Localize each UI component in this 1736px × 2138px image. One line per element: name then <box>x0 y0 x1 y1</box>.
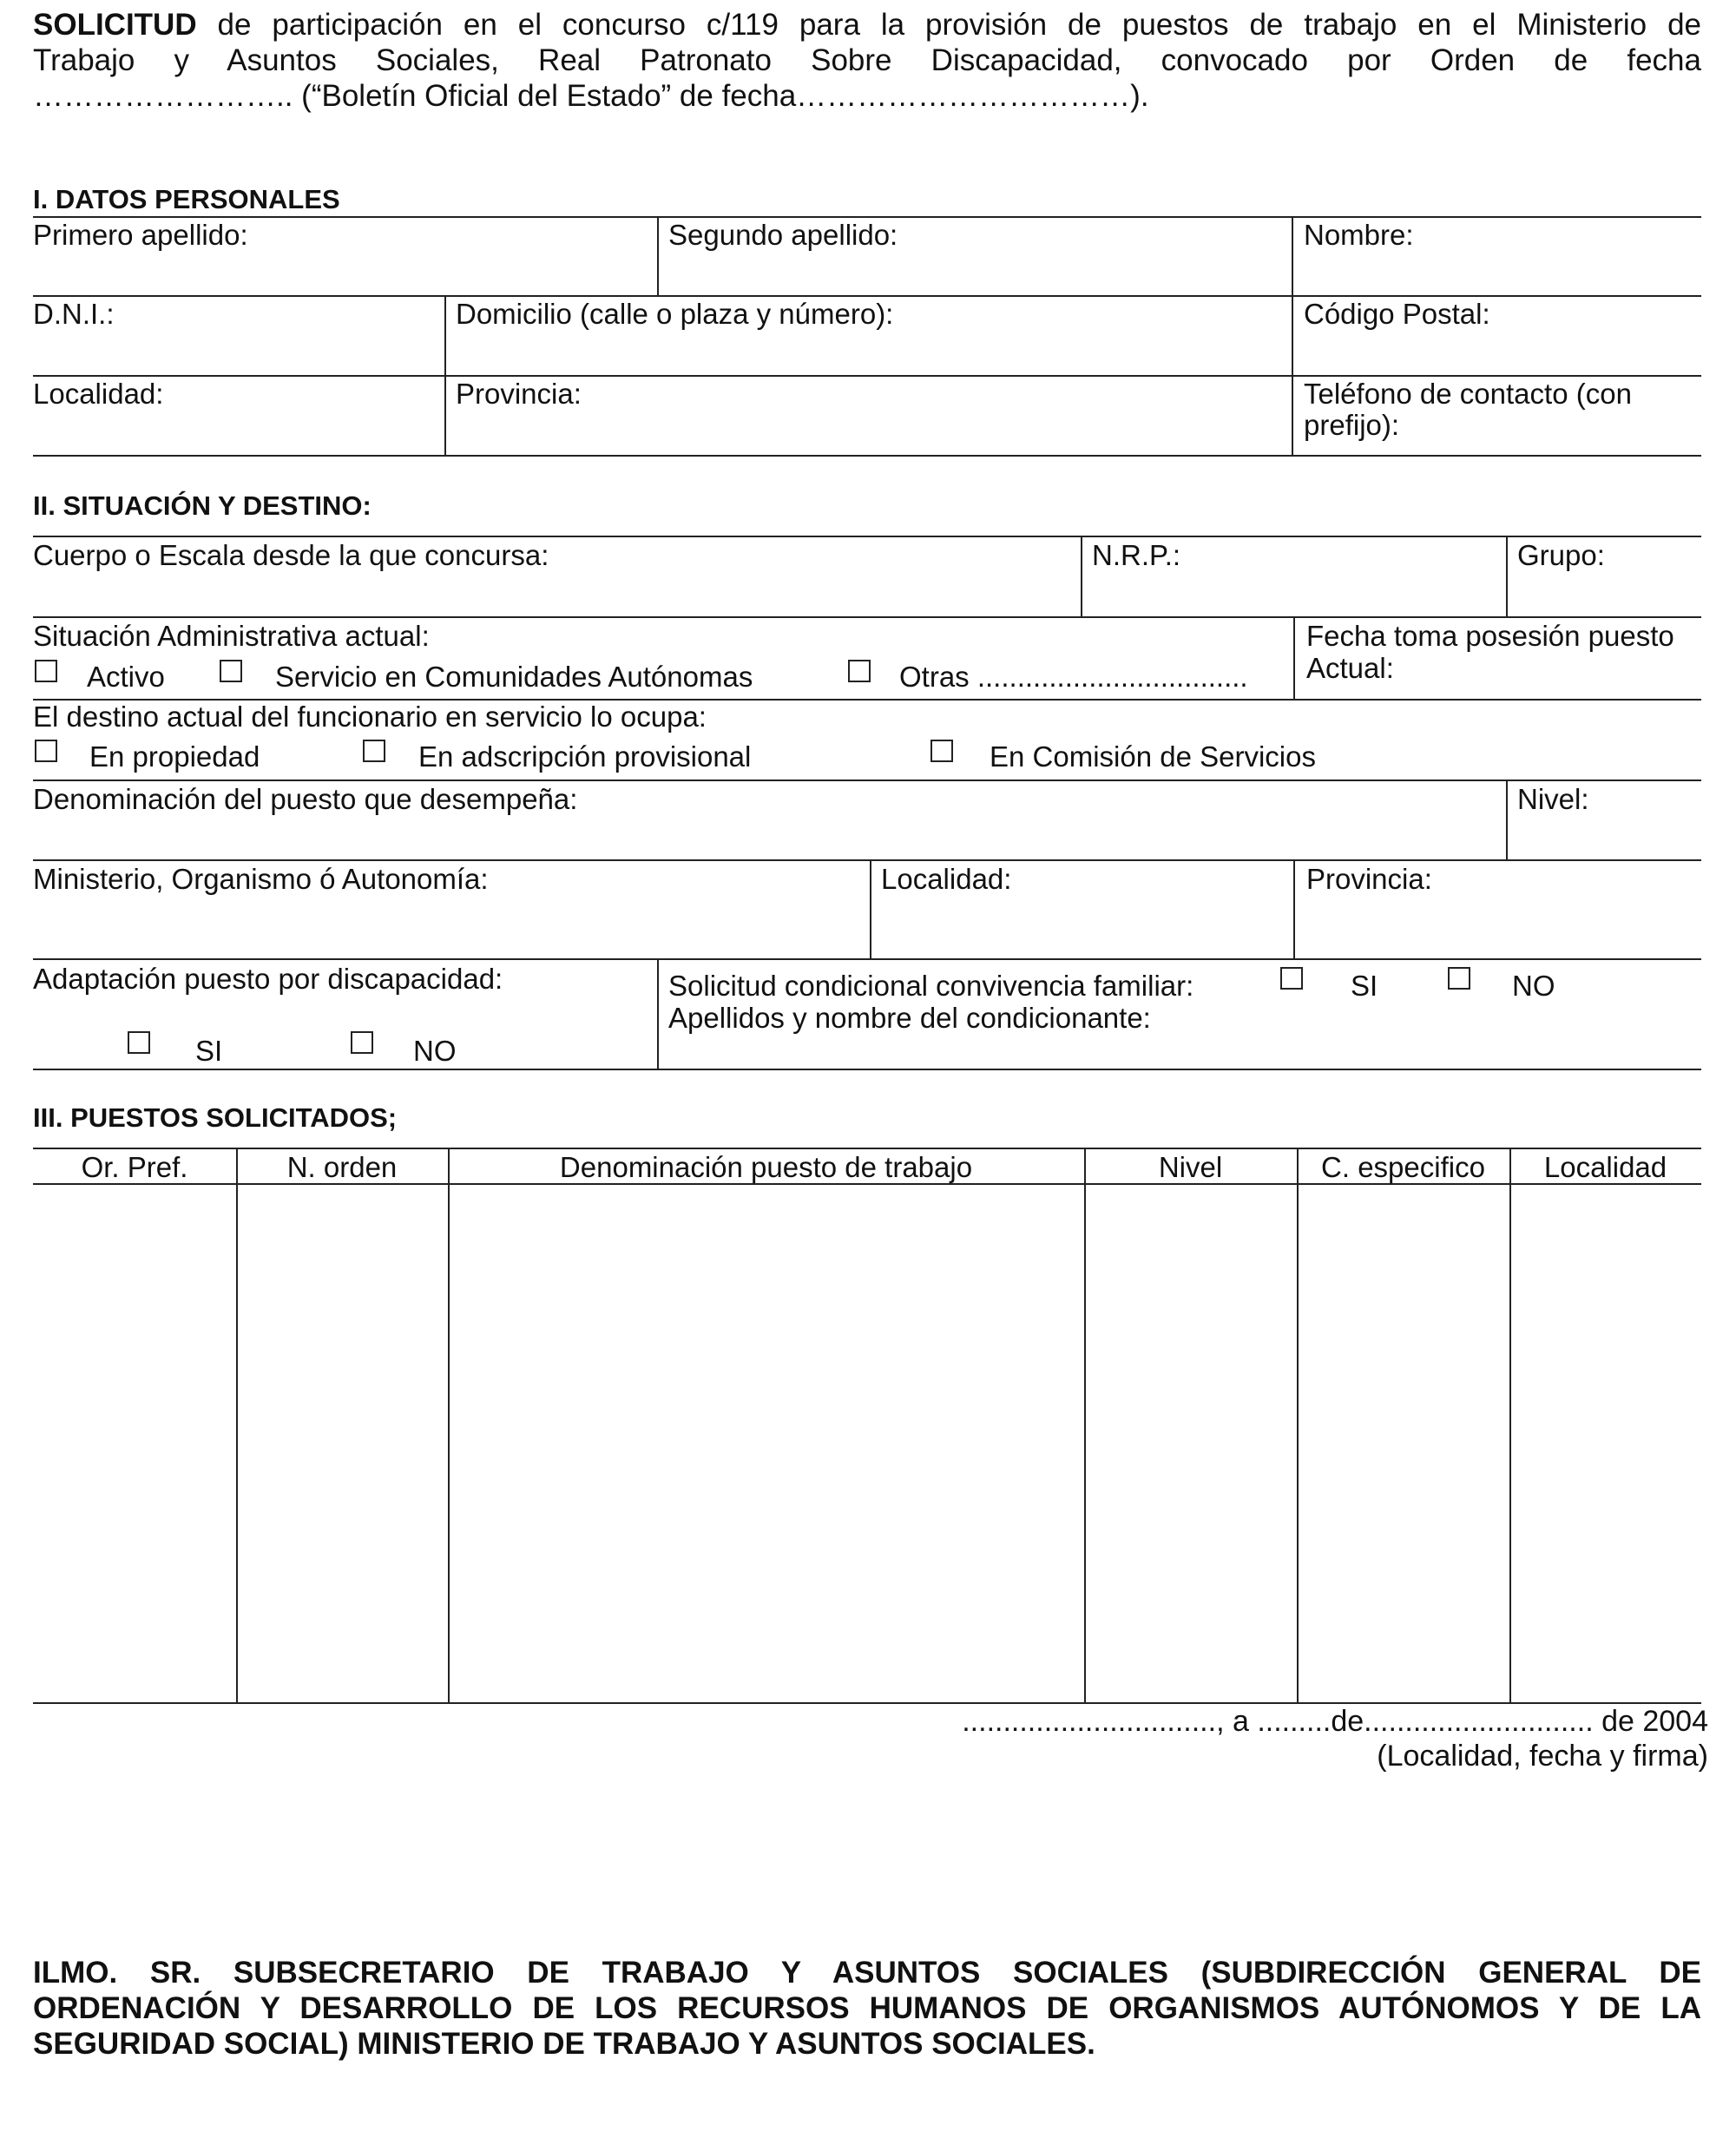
column-header: Localidad <box>1543 1151 1667 1183</box>
en-adscripcion-label: En adscripción provisional <box>418 740 752 773</box>
divider <box>1293 616 1295 700</box>
cuerpo-escala-field[interactable]: Cuerpo o Escala desde la que concursa: <box>33 539 549 571</box>
divider <box>657 216 659 296</box>
nrp-field[interactable]: N.R.P.: <box>1092 539 1181 571</box>
divider <box>444 375 446 456</box>
addressee-line-1: ILMO. SR. SUBSECRETARIO DE TRABAJO Y ASUNTOS SOCIALES (SUBDIRECCIÓN GENERAL DE <box>33 1956 1701 1990</box>
codigo-postal-field[interactable]: Código Postal: <box>1304 298 1490 330</box>
divider <box>33 216 1701 218</box>
divider <box>444 295 446 375</box>
condicional-si-checkbox[interactable] <box>1280 967 1303 990</box>
situacion-label: Situación Administrativa actual: <box>33 620 430 652</box>
otras-checkbox[interactable] <box>848 660 871 682</box>
divider <box>33 536 1701 537</box>
signature-caption: (Localidad, fecha y firma) <box>1377 1740 1708 1773</box>
divider <box>33 780 1701 781</box>
signature-line[interactable]: ..............................., a .........de............................ de 2004 <box>962 1705 1708 1738</box>
condicional-no-checkbox[interactable] <box>1448 967 1470 990</box>
divider <box>870 859 871 959</box>
column-header: C. especifico <box>1321 1151 1485 1183</box>
en-propiedad-checkbox[interactable] <box>35 740 57 762</box>
section-1-title: I. DATOS PERSONALES <box>33 184 340 214</box>
servicio-ccaa-checkbox[interactable] <box>220 660 242 682</box>
nombre-field[interactable]: Nombre: <box>1304 219 1414 251</box>
adaptacion-si-checkbox[interactable] <box>128 1031 150 1054</box>
segundo-apellido-field[interactable]: Segundo apellido: <box>668 219 898 251</box>
fecha-toma-posesion-field[interactable]: Fecha toma posesión puesto <box>1306 620 1674 652</box>
addressee-line-3: SEGURIDAD SOCIAL) MINISTERIO DE TRABAJO Y ASUNTOS SOCIALES. <box>33 2027 1095 2061</box>
activo-checkbox[interactable] <box>35 660 57 682</box>
otras-label[interactable]: Otras .................................. <box>899 661 1248 693</box>
en-comision-label: En Comisión de Servicios <box>990 740 1316 773</box>
section-2-title: II. SITUACIÓN Y DESTINO: <box>33 490 372 521</box>
condicionante-field[interactable]: Apellidos y nombre del condicionante: <box>668 1002 1151 1034</box>
intro-bold: SOLICITUD <box>33 8 197 42</box>
telefono-field-line-2: prefijo): <box>1304 409 1400 441</box>
column-header: Nivel <box>1158 1151 1223 1183</box>
divider <box>1292 375 1293 456</box>
ministerio-field[interactable]: Ministerio, Organismo ó Autonomía: <box>33 863 489 895</box>
column-header: Or. Pref. <box>81 1151 188 1183</box>
domicilio-field[interactable]: Domicilio (calle o plaza y número): <box>456 298 894 330</box>
intro-line-1 <box>33 7 1701 43</box>
divider <box>33 1069 1701 1070</box>
column-header: N. orden <box>286 1151 398 1183</box>
divider <box>33 616 1701 618</box>
divider <box>1506 536 1508 617</box>
primer-apellido-field[interactable]: Primero apellido: <box>33 219 248 251</box>
localidad-field[interactable]: Localidad: <box>33 378 164 410</box>
adaptacion-no-label: NO <box>413 1035 457 1067</box>
addressee-line-2: ORDENACIÓN Y DESARROLLO DE LOS RECURSOS HUMANOS DE ORGANISMOS AUTÓNOMOS Y DE LA <box>33 1991 1701 2025</box>
divider <box>1081 536 1082 617</box>
en-adscripcion-checkbox[interactable] <box>363 740 385 762</box>
en-propiedad-label: En propiedad <box>89 740 260 773</box>
divider <box>33 859 1701 861</box>
divider <box>1292 216 1293 296</box>
dni-field[interactable]: D.N.I.: <box>33 298 115 330</box>
addressee <box>33 1955 1701 2062</box>
servicio-ccaa-label: Servicio en Comunidades Autónomas <box>275 661 753 693</box>
intro-paragraph <box>33 7 1701 114</box>
intro-line-1-text: de participación en el concurso c/119 para la provisión de puestos de trabajo en el Ministerio de <box>196 8 1701 42</box>
en-comision-checkbox[interactable] <box>930 740 953 762</box>
section-3-title: III. PUESTOS SOLICITADOS; <box>33 1102 398 1133</box>
divider <box>33 1148 1701 1149</box>
fecha-toma-posesion-line-2: Actual: <box>1306 652 1394 684</box>
destino-provincia-field[interactable]: Provincia: <box>1306 863 1432 895</box>
provincia-field[interactable]: Provincia: <box>456 378 582 410</box>
divider <box>33 295 1701 297</box>
divider <box>33 958 1701 960</box>
nivel-field[interactable]: Nivel: <box>1517 783 1589 815</box>
grupo-field[interactable]: Grupo: <box>1517 539 1605 571</box>
column-header: Denominación puesto de trabajo <box>559 1151 973 1183</box>
divider <box>33 375 1701 377</box>
destino-label: El destino actual del funcionario en servicio lo ocupa: <box>33 701 707 733</box>
intro-line-3: …………………….. (“Boletín Oficial del Estado” de fecha……………………………). <box>33 79 1149 113</box>
condicional-label: Solicitud condicional convivencia familiar: <box>668 970 1194 1002</box>
adaptacion-si-label: SI <box>195 1035 223 1067</box>
divider <box>1506 780 1508 860</box>
divider <box>33 455 1701 457</box>
condicional-no-label: NO <box>1512 970 1555 1002</box>
telefono-field[interactable]: Teléfono de contacto (con <box>1304 378 1632 410</box>
adaptacion-label: Adaptación puesto por discapacidad: <box>33 963 503 995</box>
adaptacion-no-checkbox[interactable] <box>351 1031 373 1054</box>
divider <box>33 1702 1701 1704</box>
divider <box>1292 295 1293 375</box>
activo-label: Activo <box>87 661 165 693</box>
denominacion-puesto-field[interactable]: Denominación del puesto que desempeña: <box>33 783 578 815</box>
puestos-table-body[interactable] <box>33 1185 1701 1702</box>
intro-line-2: Trabajo y Asuntos Sociales, Real Patronato Sobre Discapacidad, convocado por Orden de fecha <box>33 43 1701 77</box>
divider <box>657 958 659 1069</box>
destino-localidad-field[interactable]: Localidad: <box>881 863 1012 895</box>
divider <box>1293 859 1295 959</box>
condicional-si-label: SI <box>1351 970 1378 1002</box>
